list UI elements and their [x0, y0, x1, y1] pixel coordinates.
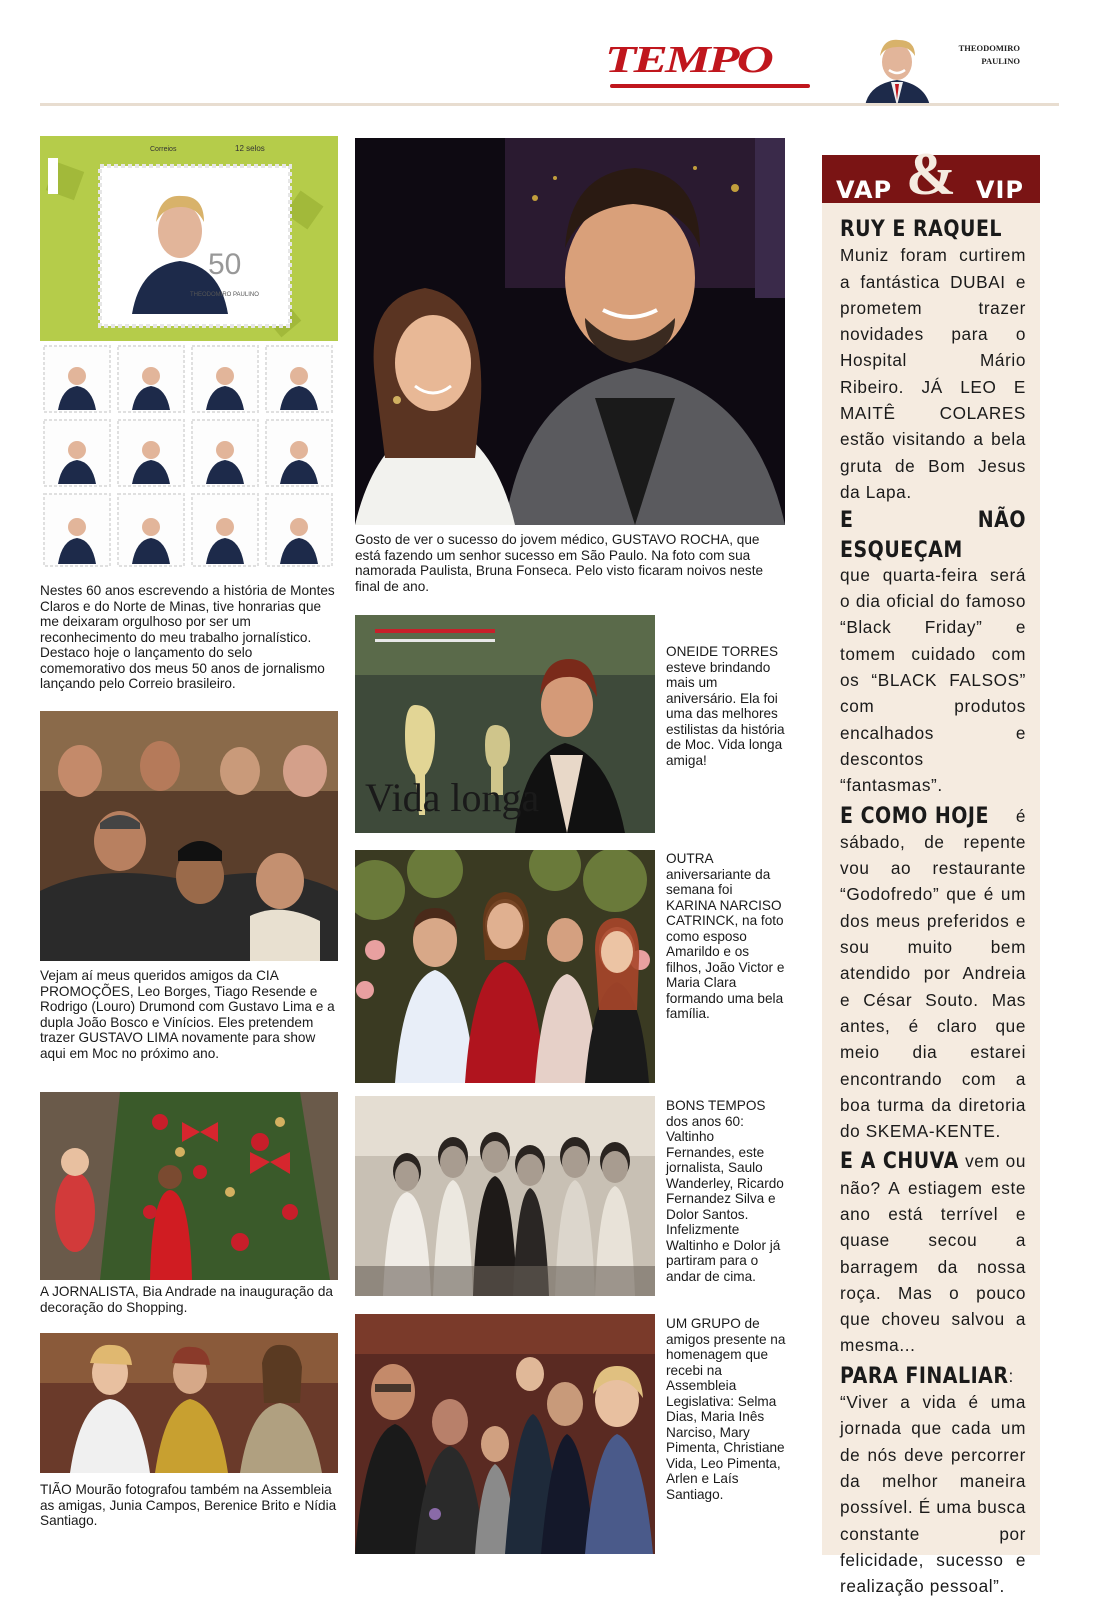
author-name — [940, 42, 1020, 68]
stamp-honoree: THEODOMIRO PAULINO — [190, 292, 259, 298]
assembly-group-photo — [355, 1314, 655, 1554]
stamps-brand: Correios — [150, 146, 177, 153]
item-text: Muniz foram curtirem a fantástica DUBAI e prometem trazer novidades para o Hospital Mário Ribeiro. JÁ LEO E MAITÊ COLARES estão visitando a bela gruta de Bom Jesus da Lapa. — [840, 245, 1026, 502]
vap-vip-item — [840, 803, 1026, 1145]
bons-tempos-photo — [355, 1096, 655, 1296]
karina-caption: OUTRA aniversariante da semana foi KARINA NARCISO CATRINCK, na foto como esposo Amarildo e os filhos, João Victor e Maria Clara formando uma bela família. — [666, 851, 785, 1021]
couple-caption: Gosto de ver o sucesso do jovem médico, GUSTAVO ROCHA, que está fazendo um senhor sucesso em São Paulo. Na foto com sua namorada Paulista, Bruna Fonseca. Pelo visto ficaram noivos neste final de ano. — [355, 532, 764, 594]
oneide-caption: ONEIDE TORRES esteve brindando mais um aniversário. Ela foi uma das melhores estilistas da história de Moc. Vida longa amiga! — [666, 644, 785, 768]
bia-christmas-photo — [40, 1092, 338, 1280]
header-divider — [40, 103, 1059, 106]
vap-label: VAP — [836, 176, 893, 204]
item-text: que quarta-feira será o dia oficial do famoso “Black Friday” e tomem cuidado com os “BLACK FALSOS” com produtos encalhados e descontos “fantasmas”. — [840, 564, 1026, 796]
ampersand: & — [906, 141, 956, 207]
author-portrait — [855, 34, 940, 106]
bia-caption: A JORNALISTA, Bia Andrade na inauguração da decoração do Shopping. — [40, 1284, 333, 1315]
vap-vip-item — [840, 216, 1026, 505]
item-lead: E A CHUVA — [840, 1148, 959, 1175]
item-text: : “Viver a vida é uma jornada que cada um de nós deve percorrer da melhor maneira possível. É uma busca constante por felicidade, sucesso e realização pessoal”. — [840, 1365, 1026, 1597]
grupo-caption: UM GRUPO de amigos presente na homenagem que recebi na Assembleia Legislativa: Selma Dias, Maria Inês Narciso, Mary Pimenta, Christiane Vida, Leo Pimenta, Arlen e Laís Santiago. — [666, 1316, 786, 1502]
vap-vip-column — [840, 216, 1026, 1600]
bons-tempos-caption: BONS TEMPOS dos anos 60: Valtinho Fernandes, este jornalista, Saulo Wanderley, Ricardo Fernandez Silva e Dolor Santos. Infelizmente Waltinho e Dolor já partiram para o andar de cima. — [666, 1098, 784, 1284]
tempo-logo: TEMPO — [605, 39, 772, 81]
item-lead: E NÃO ESQUEÇAM — [840, 507, 1026, 564]
vap-vip-item — [840, 1148, 1026, 1358]
assembly-ladies-photo — [40, 1333, 338, 1473]
oneide-overlay-text: Vida longa — [365, 775, 540, 820]
vap-vip-item — [840, 1363, 1026, 1600]
author-first-name: THEODOMIRO — [958, 43, 1020, 53]
vip-label: VIP — [975, 176, 1024, 204]
stamps-caption: Nestes 60 anos escrevendo a história de Montes Claros e do Norte de Minas, tive honrarias que me deixaram orgulhoso por ser um reconhecimento do meu trabalho jornalístico. Destaco hoje o lançamento do selo comemorativo dos meus 50 anos de jornalismo lançando pelo Correio brasileiro. — [40, 583, 335, 691]
item-text: é sábado, de repente vou ao restaurante “Godofredo” que é um dos meus preferidos e sou muito bem atendido por Andreia e César Souto. Mas antes, é claro que meio dia estarei encontrando com a boa turma da diretoria do SKEMA-KENTE. — [840, 805, 1026, 1142]
vap-vip-title — [822, 141, 1040, 208]
friends-caption: Vejam aí meus queridos amigos da CIA PROMOÇÕES, Leo Borges, Tiago Resende e Rodrigo (Louro) Drumond com Gustavo Lima e a dupla João Bosco e Vinícios. Eles pretendem trazer GUSTAVO LIMA novamente para show aqui em Moc no próximo ano. — [40, 968, 335, 1061]
item-lead: RUY E RAQUEL — [840, 216, 1003, 242]
tiao-caption: TIÃO Mourão fotografou também na Assembleia as amigas, Junia Campos, Berenice Brito e Nídia Santiago. — [40, 1482, 337, 1528]
item-lead: PARA FINALIAR — [840, 1363, 1009, 1389]
karina-family-photo — [355, 850, 655, 1083]
oneide-toast-photo — [355, 615, 655, 833]
couple-concert-photo — [355, 138, 785, 525]
friends-photo — [40, 711, 338, 961]
item-lead: E COMO HOJE — [840, 802, 989, 829]
logo-underline — [610, 84, 810, 88]
vap-vip-item — [840, 509, 1026, 798]
stamp-sheet-photo — [40, 136, 338, 572]
item-text: vem ou não? A estiagem este ano está terrível e quase secou a barragem da nossa roça. Mas o pouco que choveu salvou a mesma... — [840, 1151, 1026, 1356]
author-last-name: PAULINO — [981, 56, 1020, 66]
svg-text:50: 50 — [208, 248, 242, 281]
stamps-count: 12 selos — [235, 144, 265, 153]
